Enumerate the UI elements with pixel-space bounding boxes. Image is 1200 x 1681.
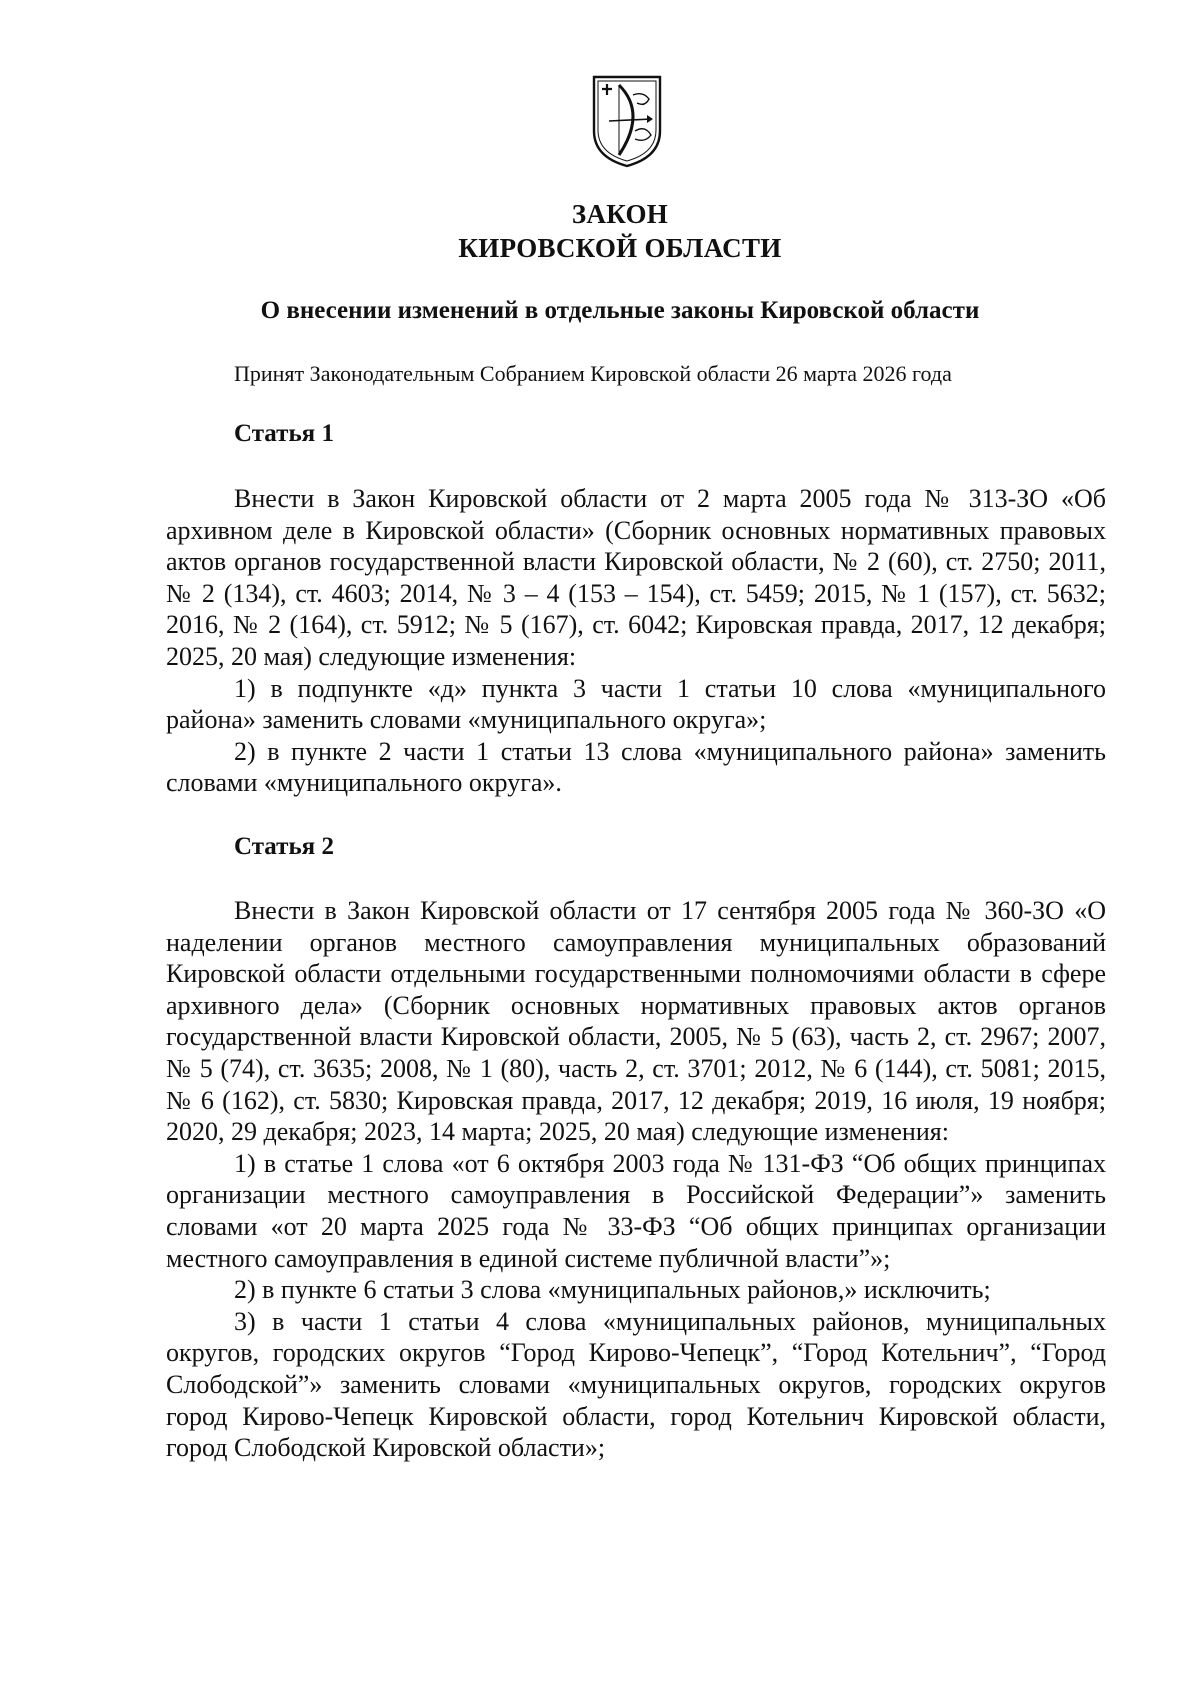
article-1-item-1: 1) в подпункте «д» пункта 3 части 1 статьи 10 слова «муниципального района» заменить словами «муниципального округа»;	[166, 673, 1106, 735]
kirov-coat-of-arms-icon	[589, 73, 665, 169]
article-2-item-1: 1) в статье 1 слова «от 6 октября 2003 года № 131-ФЗ “Об общих принципах организации местного самоуправления в Российской Федерации”» заменить словами «от 20 марта 2025 года № 33-ФЗ “Об общих принципах организации местного самоуправления в единой системе публичной власти”»;	[166, 1148, 1106, 1273]
law-subject: О внесении изменений в отдельные законы Кировской области	[260, 297, 980, 324]
law-title: ЗАКОН	[571, 199, 669, 229]
article-2-body	[166, 895, 1106, 1464]
article-1-item-2: 2) в пункте 2 части 1 статьи 13 слова «муниципального района» заменить словами «муниципального округа».	[166, 736, 1106, 798]
article-1-heading: Статья 1	[234, 420, 334, 447]
article-1-paragraph: Внести в Закон Кировской области от 2 марта 2005 года № 313-ЗО «Об архивном деле в Кировской области» (Сборник основных нормативных правовых актов органов государственной власти Кировской области, № 2 (60), ст. 2750; 2011, № 2 (134), ст. 4603; 2014, № 3 – 4 (153 – 154), ст. 5459; 2015, № 1 (157), ст. 5632; 2016, № 2 (164), ст. 5912; № 5 (167), ст. 6042; Кировская правда, 2017, 12 декабря; 2025, 20 мая) следующие изменения:	[166, 484, 1106, 671]
article-2-item-3: 3) в части 1 статьи 4 слова «муниципальных районов, муниципальных округов, городских округов “Город Кирово-Чепецк”, “Город Котельнич”, “Город Слободской”» заменить словами «муниципальных округов, городских округов город Кирово-Чепецк Кировской области, город Котельнич Кировской области, город Слободской Кировской области»;	[166, 1306, 1106, 1463]
article-2-heading: Статья 2	[234, 833, 334, 860]
article-1-body	[166, 483, 1106, 799]
law-region: КИРОВСКОЙ ОБЛАСТИ	[458, 233, 782, 263]
adoption-note: Принят Законодательным Собранием Кировской области 26 марта 2026 года	[234, 361, 952, 386]
article-2-item-2: 2) в пункте 6 статьи 3 слова «муниципальных районов,» исключить;	[234, 1275, 991, 1305]
article-2-paragraph: Внести в Закон Кировской области от 17 сентября 2005 года № 360-ЗО «О наделении органов местного самоуправления муниципальных образований Кировской области отдельными государственными полномочиями области в сфере архивного дела» (Сборник основных нормативных правовых актов органов государственной власти Кировской области, 2005, № 5 (63), часть 2, ст. 2967; 2007, № 5 (74), ст. 3635; 2008, № 1 (80), часть 2, ст. 3701; 2012, № 6 (144), ст. 5081; 2015, № 6 (162), ст. 5830; Кировская правда, 2017, 12 декабря; 2019, 16 июля, 19 ноября; 2020, 29 декабря; 2023, 14 марта; 2025, 20 мая) следующие изменения:	[166, 896, 1106, 1147]
